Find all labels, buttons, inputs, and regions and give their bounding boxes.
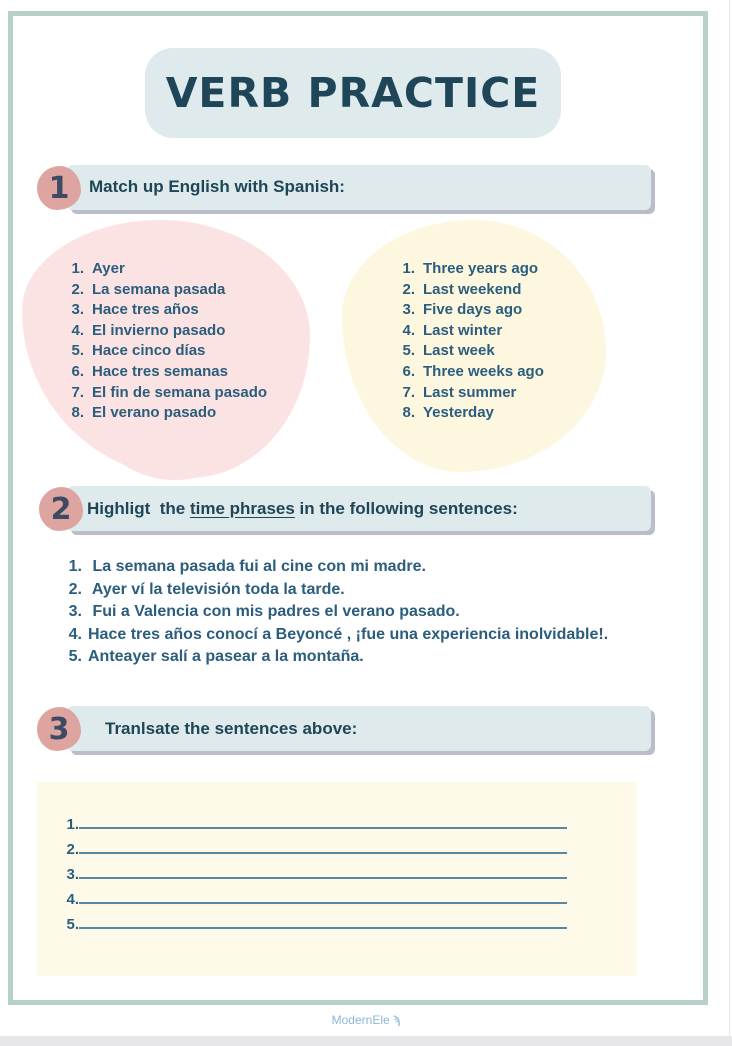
sentence-item: 4. Hace tres años conocí a Beyoncé , ¡fue una experiencia inolvidable!. — [68, 625, 609, 643]
answer-row: 2. — [57, 833, 567, 858]
sentence-list — [56, 556, 608, 669]
answer-row: 3. — [57, 858, 567, 883]
answer-row: 1. — [57, 808, 567, 833]
brand-name: ModernEle — [331, 1013, 390, 1027]
section-2-number-badge — [39, 487, 83, 531]
section-1-number-badge — [37, 166, 81, 210]
answer-row: 5. — [57, 908, 567, 933]
sentence-item: 5. Anteayer salí a pasear a la montaña. — [68, 648, 364, 665]
list-item: 5. Last week — [402, 342, 495, 360]
time-phrases-emphasis: time phrases — [189, 499, 295, 518]
sentence-item: 2. Ayer ví la televisión toda la tarde. — [68, 580, 345, 598]
answer-box — [37, 782, 637, 976]
english-phrase-list — [397, 259, 544, 424]
page-edge — [729, 0, 730, 1036]
footer-logo — [0, 1013, 732, 1027]
section-1-number: 1 — [48, 170, 70, 206]
list-item: 2. La semana pasada — [71, 280, 226, 298]
section-2-title: Highligt the time phrases in the following sentences: — [87, 499, 518, 518]
list-item: 8. El verano pasado — [71, 404, 217, 422]
list-item: 7. Last summer — [402, 383, 517, 401]
section-3-number-badge — [37, 707, 81, 751]
answer-input-line-3[interactable] — [79, 877, 567, 879]
section-3-number: 3 — [48, 711, 70, 747]
spanish-phrase-list — [62, 259, 267, 424]
answer-row: 4. — [57, 883, 567, 908]
answer-lines — [57, 808, 567, 933]
section-2-number: 2 — [50, 491, 72, 527]
list-item: 4. El invierno pasado — [71, 321, 226, 339]
viewer-bottom-strip — [0, 1036, 732, 1046]
list-item: 4. Last winter — [402, 321, 503, 339]
section-1-title: Match up English with Spanish: — [89, 177, 345, 196]
list-item: 7. El fin de semana pasado — [71, 383, 268, 401]
list-item: 2. Last weekend — [402, 280, 522, 298]
list-item: 6. Three weeks ago — [402, 362, 544, 380]
list-item: 3. Five days ago — [402, 301, 523, 319]
list-item: 6. Hace tres semanas — [71, 362, 228, 380]
list-item: 5. Hace cinco días — [71, 342, 206, 360]
list-item: 8. Yesterday — [402, 404, 494, 422]
list-item: 1. Three years ago — [402, 260, 539, 277]
list-item: 3. Hace tres años — [71, 301, 199, 319]
answer-input-line-1[interactable] — [79, 827, 567, 829]
brand-mascot-icon: ϡ — [393, 1013, 401, 1027]
title-banner — [145, 48, 561, 138]
sentence-item: 3. Fui a Valencia con mis padres el verano pasado. — [68, 603, 460, 620]
sentence-item: 1. La semana pasada fui al cine con mi madre. — [68, 558, 426, 575]
answer-input-line-2[interactable] — [79, 852, 567, 854]
section-3-title: Tranlsate the sentences above: — [105, 719, 358, 738]
answer-input-line-5[interactable] — [79, 927, 567, 929]
answer-input-line-4[interactable] — [79, 902, 567, 904]
page-title: VERB PRACTICE — [165, 69, 541, 117]
list-item: 1. Ayer — [71, 260, 125, 277]
